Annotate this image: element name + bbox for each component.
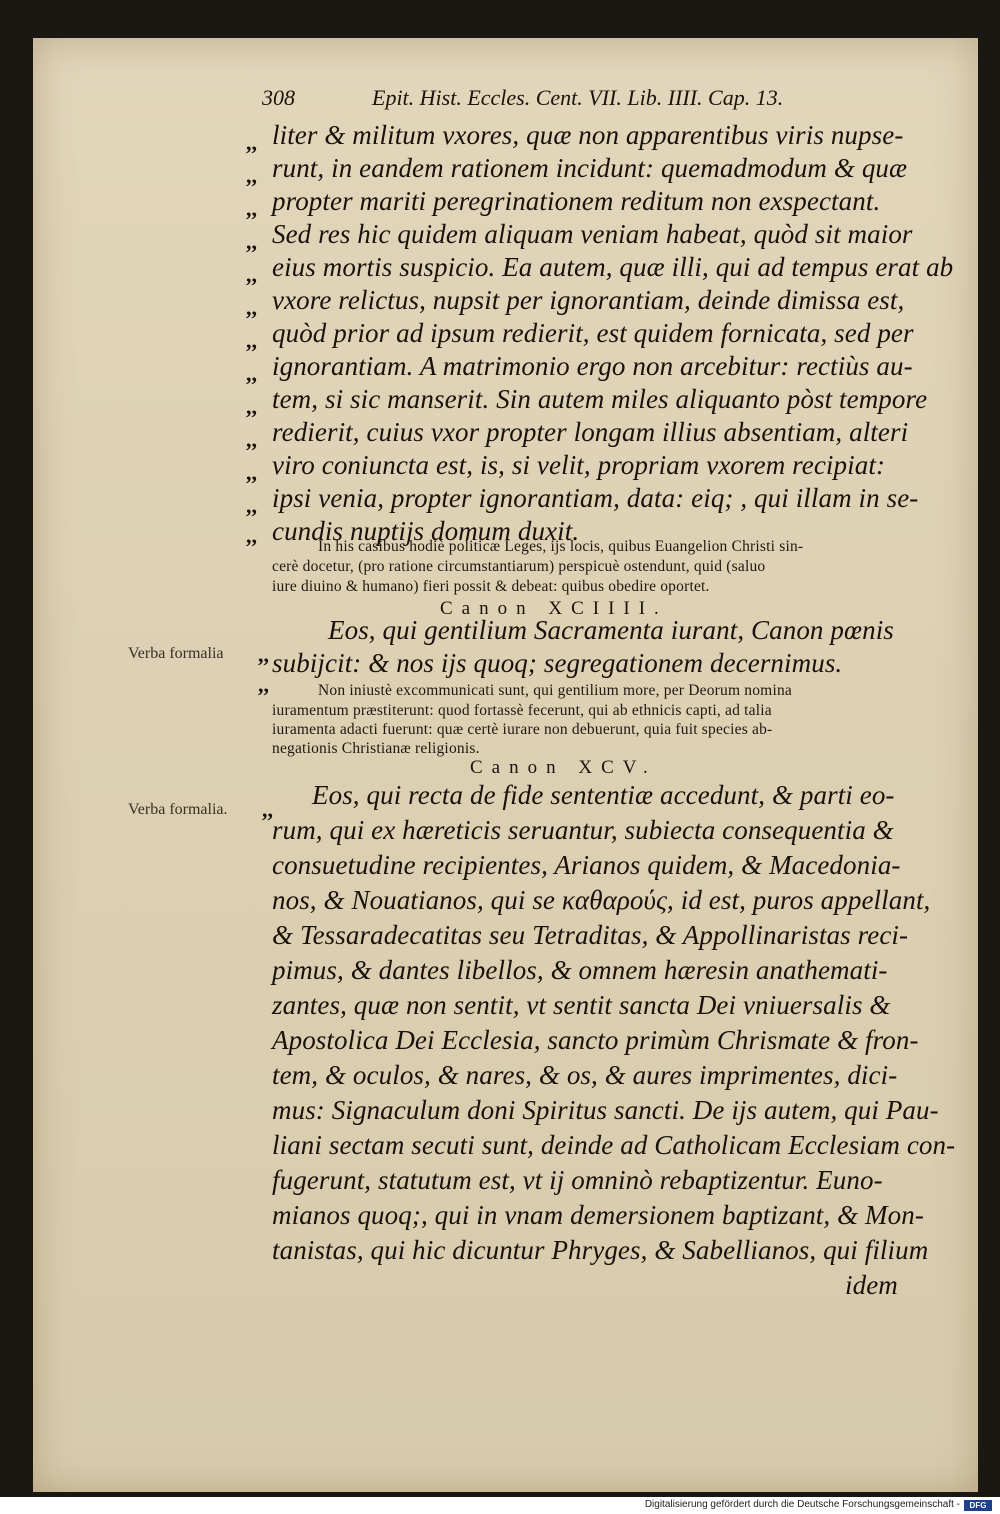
text-line: viro coniuncta est, is, si velit, propriam vxorem recipiat: — [272, 450, 886, 480]
quote-mark-icon: ,, — [246, 163, 257, 188]
text-line: pimus, & dantes libellos, & omnem hæresin anathemati- — [272, 955, 888, 985]
text-line: nos, & Nouatianos, qui se καθαρούς, id est, puros appellant, — [272, 885, 931, 915]
text-line: mus: Signaculum doni Spiritus sancti. De ijs autem, qui Pau- — [272, 1095, 939, 1125]
quote-mark-icon: ,, — [262, 797, 273, 822]
quote-mark-icon: ,, — [246, 229, 257, 254]
text-line: mianos quoq;, qui in vnam demersionem baptizant, & Mon- — [272, 1200, 924, 1230]
text-line: & Tessaradecatitas seu Tetraditas, & Appollinaristas reci- — [272, 920, 909, 950]
quote-mark-icon: ,, — [258, 672, 269, 697]
margin-note: Verba formalia. — [128, 801, 228, 818]
text-line: tem, & oculos, & nares, & os, & aures imprimentes, dici- — [272, 1060, 898, 1090]
note-line: negationis Christianæ religionis. — [272, 740, 480, 757]
text-line: ipsi venia, propter ignorantiam, data: eiq; , qui illam in se- — [272, 483, 919, 513]
quote-mark-icon: ,, — [246, 394, 257, 419]
note-line: Non iniustè excommunicati sunt, qui gentilium more, per Deorum nomina — [318, 682, 792, 699]
text-line: runt, in eandem rationem incidunt: quemadmodum & quæ — [272, 153, 908, 183]
text-line: Apostolica Dei Ecclesia, sancto primùm Chrismate & fron- — [272, 1025, 919, 1055]
catchword: idem — [845, 1270, 898, 1300]
text-line: fugerunt, statutum est, vt ij omninò rebaptizentur. Euno- — [272, 1165, 883, 1195]
note-line: iuramentum præstiterunt: quod fortassè fecerunt, qui ab ethnicis capti, ad talia — [272, 702, 772, 719]
text-line: tem, si sic manserit. Sin autem miles aliquanto pòst tempore — [272, 384, 928, 414]
text-line: liter & militum vxores, quæ non apparentibus viris nupse- — [272, 120, 904, 150]
quote-mark-icon: ,, — [246, 262, 257, 287]
quote-mark-icon: ,, — [246, 295, 257, 320]
text-line: ignorantiam. A matrimonio ergo non arcebitur: rectiùs au- — [272, 351, 913, 381]
quote-mark-icon: ,, — [258, 642, 269, 667]
quote-mark-icon: ,, — [246, 493, 257, 518]
text-line: redierit, cuius vxor propter longam illius absentiam, alteri — [272, 417, 909, 447]
quote-mark-icon: ,, — [246, 523, 257, 548]
note-line: cerè docetur, (pro ratione circumstantiarum) perspicuè ostendunt, quid (saluo — [272, 558, 766, 575]
digitization-credit: Digitalisierung gefördert durch die Deutsche Forschungsgemeinschaft - — [644, 1499, 960, 1510]
text-line: propter mariti peregrinationem reditum non exspectant. — [272, 186, 881, 216]
note-line: iure diuino & humano) fieri possit & debeat: quibus obedire oportet. — [272, 578, 710, 595]
text-line: liani sectam secuti sunt, deinde ad Catholicam Ecclesiam con- — [272, 1130, 956, 1160]
note-line: In his casibus hodiè politicæ Leges, ijs locis, quibus Euangelion Christi sin- — [318, 538, 804, 555]
text-line: zantes, quæ non sentit, vt sentit sancta Dei vniuersalis & — [272, 990, 891, 1020]
running-title: Epit. Hist. Eccles. Cent. VII. Lib. IIII. Cap. 13. — [372, 85, 784, 110]
text-line: Eos, qui recta de fide sententiæ accedunt, & parti eo- — [312, 780, 895, 810]
dfg-logo: DFG — [964, 1500, 992, 1511]
quote-mark-icon: ,, — [246, 328, 257, 353]
page-number: 308 — [262, 85, 295, 110]
quote-mark-icon: ,, — [246, 427, 257, 452]
page-header — [262, 85, 782, 115]
note-line: iuramenta adacti fuerunt: quæ certè iurare non debuerunt, quia fuit species ab- — [272, 721, 773, 738]
text-line: vxore relictus, nupsit per ignorantiam, deinde dimissa est, — [272, 285, 905, 315]
text-line: quòd prior ad ipsum redierit, est quidem fornicata, sed per — [272, 318, 914, 348]
text-line: Eos, qui gentilium Sacramenta iurant, Canon pœnis — [328, 615, 894, 645]
text-line: tanistas, qui hic dicuntur Phryges, & Sabellianos, qui filium — [272, 1235, 929, 1265]
text-line: cundis nuptijs domum duxit. — [272, 516, 580, 546]
canon-heading: Canon XCIIII. — [440, 598, 668, 619]
quote-mark-icon: ,, — [246, 460, 257, 485]
quote-mark-icon: ,, — [246, 196, 257, 221]
canon-heading: Canon XCV. — [470, 757, 657, 778]
text-line: subijcit: & nos ijs quoq; segregationem decernimus. — [272, 648, 843, 678]
text-line: consuetudine recipientes, Arianos quidem, & Macedonia- — [272, 850, 901, 880]
text-line: Sed res hic quidem aliquam veniam habeat, quòd sit maior — [272, 219, 913, 249]
margin-note: Verba formalia — [128, 645, 224, 662]
quote-mark-icon: ,, — [246, 361, 257, 386]
text-line: eius mortis suspicio. Ea autem, quæ illi, qui ad tempus erat ab — [272, 252, 954, 282]
quote-mark-icon: ,, — [246, 130, 257, 155]
text-line: rum, qui ex hæreticis seruantur, subiecta consequentia & — [272, 815, 894, 845]
